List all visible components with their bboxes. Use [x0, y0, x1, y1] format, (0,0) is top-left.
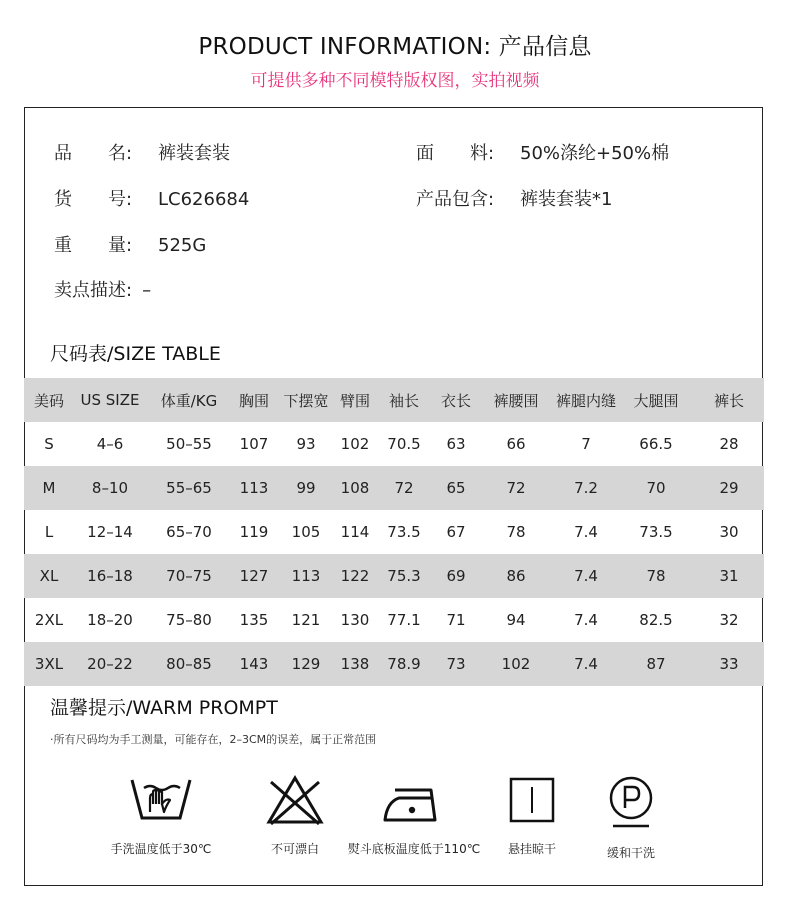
table-cell: 32 [719, 611, 739, 629]
column-header: 美码 [33, 391, 64, 410]
table-cell: 107 [239, 435, 269, 453]
table-cell: 16–18 [87, 567, 133, 585]
table-cell: 102 [501, 655, 531, 673]
column-header: 袖长 [388, 391, 419, 410]
column-header: 衣长 [440, 391, 471, 410]
info-contents [416, 185, 612, 211]
info-contents-key: 产品包含: [416, 189, 495, 210]
table-cell: 77.1 [387, 611, 421, 629]
table-cell: 82.5 [639, 611, 673, 629]
table-cell: 72 [394, 479, 414, 497]
table-cell: 12–14 [87, 523, 133, 541]
table-cell: 31 [719, 567, 739, 585]
table-cell: 70–75 [166, 567, 212, 585]
table-cell: 114 [340, 523, 370, 541]
table-cell: 71 [446, 611, 466, 629]
table-cell: M [42, 479, 56, 497]
table-cell: 3XL [34, 655, 64, 673]
table-cell: 65 [446, 479, 466, 497]
table-row [24, 510, 764, 554]
table-cell: 66 [506, 435, 526, 453]
table-cell: 75.3 [387, 567, 421, 585]
info-sku-value: LC626684 [158, 189, 250, 210]
table-row [24, 598, 764, 642]
table-cell: 99 [296, 479, 316, 497]
table-cell: 30 [719, 523, 739, 541]
table-cell: 7.4 [574, 655, 598, 673]
table-cell: 73 [446, 655, 466, 673]
table-cell: 113 [239, 479, 269, 497]
info-selling-key: 卖点描述: [54, 280, 133, 301]
table-cell: 78.9 [387, 655, 421, 673]
table-cell: 4–6 [96, 435, 124, 453]
care-hand-wash [86, 774, 236, 857]
info-name-key: 品 名: [54, 143, 133, 164]
table-row [24, 642, 764, 686]
column-header: 裤腿内缝 [555, 391, 616, 410]
care-gentle-dry-clean [556, 774, 706, 861]
size-table-title: 尺码表/SIZE TABLE [50, 343, 221, 365]
table-cell: 72 [506, 479, 526, 497]
info-weight-key: 重 量: [54, 235, 133, 256]
table-cell: XL [39, 567, 59, 585]
table-cell: 87 [646, 655, 666, 673]
table-cell: 86 [506, 567, 526, 585]
info-sku-key: 货 号: [54, 189, 133, 210]
column-header: 胸围 [238, 391, 269, 410]
table-cell: 20–22 [87, 655, 133, 673]
info-name-value: 裤装套装 [158, 143, 230, 164]
warm-prompt-note: ·所有尺码均为手工测量，可能存在，2–3CM的误差，属于正常范围 [50, 733, 377, 746]
table-cell: 29 [719, 479, 739, 497]
table-cell: 33 [719, 655, 739, 673]
info-fabric-value: 50%涤纶+50%棉 [520, 143, 670, 164]
no-bleach-icon [265, 774, 325, 826]
table-cell: 7.4 [574, 523, 598, 541]
table-cell: 130 [340, 611, 370, 629]
table-cell: 63 [446, 435, 466, 453]
info-sku [54, 185, 249, 211]
table-cell: 143 [239, 655, 269, 673]
table-cell: 70 [646, 479, 666, 497]
column-header: 下摆宽 [283, 391, 329, 410]
table-cell: 108 [340, 479, 370, 497]
info-selling-value: – [142, 280, 152, 301]
info-weight [54, 231, 206, 257]
table-cell: 67 [446, 523, 466, 541]
table-cell: 70.5 [387, 435, 421, 453]
size-table-header [24, 378, 764, 422]
column-header: 臂围 [339, 391, 370, 410]
page-subtitle: 可提供多种不同模特版权图，实拍视频 [250, 71, 540, 91]
size-table [24, 378, 764, 686]
column-header: 裤腰围 [493, 391, 539, 410]
table-cell: 7 [581, 435, 591, 453]
table-cell: 55–65 [166, 479, 212, 497]
table-row [24, 422, 764, 466]
column-header: 大腿围 [633, 391, 679, 410]
column-header: US SIZE [80, 391, 140, 409]
table-cell: 69 [446, 567, 466, 585]
iron-icon [381, 774, 447, 826]
table-cell: 7.2 [574, 479, 598, 497]
table-cell: 138 [340, 655, 370, 673]
table-cell: 2XL [34, 611, 64, 629]
gentle-dry-clean-icon [605, 774, 657, 830]
table-cell: 78 [646, 567, 666, 585]
table-cell: L [44, 523, 54, 541]
page-title: PRODUCT INFORMATION: 产品信息 [198, 34, 592, 60]
table-cell: 113 [291, 567, 321, 585]
table-cell: 50–55 [166, 435, 212, 453]
care-label: 手洗温度低于30℃ [110, 842, 212, 856]
info-name [54, 139, 230, 165]
warm-prompt-title: 温馨提示/WARM PROMPT [50, 697, 278, 719]
table-cell: 7.4 [574, 611, 598, 629]
info-fabric [416, 139, 669, 165]
table-cell: 8–10 [91, 479, 129, 497]
info-weight-value: 525G [158, 235, 207, 256]
info-contents-value: 裤装套装*1 [520, 189, 613, 210]
table-cell: 105 [291, 523, 321, 541]
table-cell: 66.5 [639, 435, 673, 453]
column-header: 体重/KG [160, 391, 218, 410]
info-fabric-key: 面 料: [416, 143, 495, 164]
table-cell: 78 [506, 523, 526, 541]
table-cell: S [44, 435, 54, 453]
hand-wash-icon [128, 774, 194, 826]
care-label: 缓和干洗 [606, 846, 655, 860]
table-cell: 135 [239, 611, 269, 629]
table-cell: 73.5 [639, 523, 673, 541]
care-label: 熨斗底板温度低于110℃ [347, 842, 481, 856]
table-cell: 122 [340, 567, 370, 585]
column-header: 裤长 [713, 391, 744, 410]
table-row [24, 554, 764, 598]
table-row [24, 466, 764, 510]
table-cell: 7.4 [574, 567, 598, 585]
table-cell: 102 [340, 435, 370, 453]
care-label: 悬挂晾干 [507, 842, 556, 856]
table-cell: 65–70 [166, 523, 212, 541]
table-cell: 28 [719, 435, 739, 453]
table-cell: 119 [239, 523, 269, 541]
table-cell: 94 [506, 611, 526, 629]
info-selling [54, 276, 151, 302]
care-label: 不可漂白 [270, 842, 319, 856]
table-cell: 127 [239, 567, 269, 585]
line-dry-icon [506, 774, 558, 826]
table-cell: 129 [291, 655, 321, 673]
table-cell: 18–20 [87, 611, 133, 629]
table-cell: 121 [291, 611, 321, 629]
table-cell: 93 [296, 435, 316, 453]
table-cell: 80–85 [166, 655, 212, 673]
table-cell: 75–80 [166, 611, 212, 629]
table-cell: 73.5 [387, 523, 421, 541]
